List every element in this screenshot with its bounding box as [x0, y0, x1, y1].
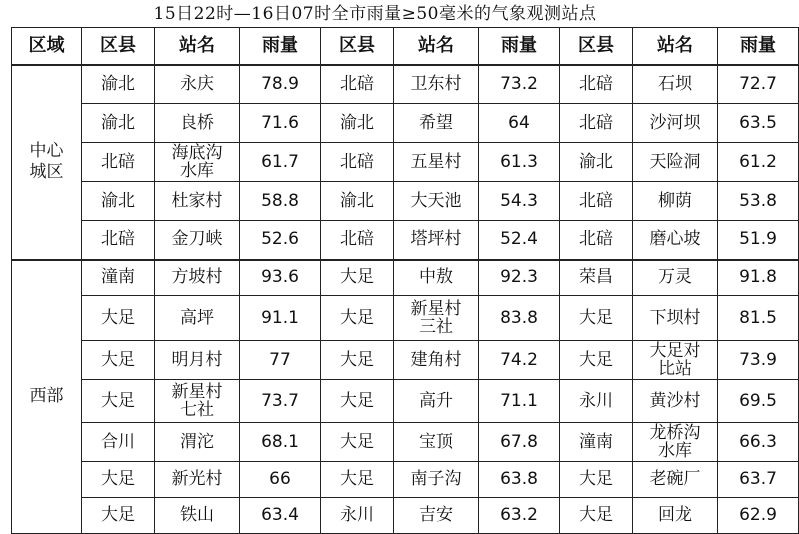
- station-text: 万灵: [658, 267, 692, 288]
- station-text: 杜家村: [171, 190, 223, 211]
- rainfall-cell: [479, 221, 560, 260]
- rainfall-text: 71.6: [261, 112, 299, 133]
- county-text: 大足: [340, 469, 374, 489]
- county-cell: [560, 182, 633, 221]
- station-cell: [155, 341, 240, 380]
- station-cell: [155, 182, 240, 221]
- station-text: 五星村: [410, 151, 462, 172]
- rainfall-cell: [718, 104, 799, 143]
- station-cell: [633, 296, 718, 341]
- rainfall-cell: [718, 498, 799, 534]
- rainfall-cell: [240, 341, 321, 380]
- rainfall-cell: [718, 296, 799, 341]
- station-text: 新星村七社: [171, 381, 223, 420]
- county-text: 北碚: [101, 229, 135, 250]
- station-text: 良桥: [180, 112, 214, 133]
- table-row: [12, 341, 799, 380]
- county-text: 北碚: [579, 229, 613, 250]
- county-text: 大足: [340, 390, 374, 411]
- station-text: 铁山: [180, 505, 214, 525]
- region-label: 中心城区: [29, 141, 64, 182]
- station-cell: [394, 221, 479, 260]
- rainfall-cell: [240, 143, 321, 182]
- header-rainfall: 雨量: [479, 28, 560, 65]
- county-cell: [321, 65, 394, 104]
- county-text: 渝北: [101, 190, 135, 211]
- rainfall-text: 71.1: [500, 390, 538, 411]
- county-text: 大足: [340, 307, 374, 328]
- rainfall-text: 73.7: [261, 390, 299, 411]
- region-cell: [12, 65, 82, 260]
- county-text: 渝北: [340, 112, 374, 133]
- rainfall-cell: [479, 104, 560, 143]
- station-cell: [633, 65, 718, 104]
- county-cell: [82, 143, 155, 182]
- rainfall-text: 73.9: [739, 349, 777, 370]
- station-text: 吉安: [419, 505, 453, 525]
- rainfall-cell: [479, 260, 560, 296]
- header-station: 站名: [394, 28, 479, 65]
- county-cell: [82, 65, 155, 104]
- county-cell: [321, 380, 394, 423]
- station-text: 高升: [419, 390, 453, 411]
- rainfall-text: 77: [269, 349, 291, 370]
- county-text: 大足: [579, 349, 613, 370]
- rainfall-text: 52.4: [500, 229, 538, 250]
- station-cell: [394, 380, 479, 423]
- county-text: 北碚: [340, 73, 374, 94]
- county-cell: [321, 462, 394, 498]
- station-text: 磨心坡: [649, 229, 701, 250]
- station-cell: [633, 221, 718, 260]
- rainfall-text: 83.8: [500, 307, 538, 328]
- rainfall-cell: [479, 341, 560, 380]
- rainfall-cell: [240, 65, 321, 104]
- station-text: 柳荫: [658, 190, 692, 211]
- county-cell: [560, 260, 633, 296]
- station-cell: [394, 462, 479, 498]
- rainfall-cell: [718, 260, 799, 296]
- rainfall-cell: [479, 182, 560, 221]
- county-cell: [321, 423, 394, 462]
- county-text: 北碚: [340, 229, 374, 250]
- table-row: [12, 143, 799, 182]
- county-text: 大足: [579, 307, 613, 328]
- county-cell: [321, 498, 394, 534]
- rainfall-text: 66: [269, 469, 291, 489]
- station-cell: [155, 221, 240, 260]
- station-cell: [394, 182, 479, 221]
- rainfall-text: 72.7: [739, 73, 777, 94]
- station-text: 渭沱: [180, 431, 214, 452]
- county-text: 北碚: [579, 190, 613, 211]
- station-cell: [155, 423, 240, 462]
- rainfall-stations-table: [11, 27, 799, 534]
- county-text: 大足: [101, 469, 135, 489]
- station-cell: [633, 182, 718, 221]
- station-text: 南子沟: [410, 469, 462, 489]
- rainfall-text: 63.5: [739, 112, 777, 133]
- table-row: [12, 182, 799, 221]
- station-text: 新星村三社: [410, 298, 462, 337]
- county-cell: [321, 260, 394, 296]
- county-text: 大足: [340, 267, 374, 288]
- station-cell: [633, 104, 718, 143]
- rainfall-cell: [240, 221, 321, 260]
- rainfall-cell: [240, 462, 321, 498]
- rainfall-text: 68.1: [261, 431, 299, 452]
- county-text: 大足: [101, 349, 135, 370]
- station-cell: [394, 296, 479, 341]
- table-row: [12, 380, 799, 423]
- station-text: 高坪: [180, 307, 214, 328]
- station-text: 金刀峡: [171, 229, 223, 250]
- rainfall-cell: [479, 143, 560, 182]
- station-cell: [155, 462, 240, 498]
- county-text: 北碚: [579, 112, 613, 133]
- rainfall-text: 52.6: [261, 229, 299, 250]
- rainfall-text: 91.8: [739, 267, 777, 288]
- rainfall-cell: [240, 296, 321, 341]
- county-text: 合川: [101, 431, 135, 452]
- station-text: 方坡村: [171, 267, 223, 288]
- rainfall-cell: [240, 182, 321, 221]
- region-cell: [12, 260, 82, 534]
- county-text: 潼南: [101, 267, 135, 288]
- header-county: 区县: [321, 28, 394, 65]
- station-cell: [394, 143, 479, 182]
- rainfall-text: 67.8: [500, 431, 538, 452]
- station-text: 卫东村: [410, 73, 462, 94]
- rainfall-text: 93.6: [261, 267, 299, 288]
- rainfall-text: 53.8: [739, 190, 777, 211]
- county-cell: [82, 182, 155, 221]
- county-text: 大足: [340, 349, 374, 370]
- station-text: 新光村: [171, 469, 223, 489]
- county-cell: [321, 104, 394, 143]
- header-rainfall: 雨量: [718, 28, 799, 65]
- rainfall-text: 63.2: [500, 505, 538, 525]
- table-row: [12, 65, 799, 104]
- station-text: 老碗厂: [649, 469, 701, 489]
- county-cell: [82, 498, 155, 534]
- rainfall-cell: [479, 296, 560, 341]
- station-text: 中敖: [419, 267, 453, 288]
- county-text: 大足: [340, 431, 374, 452]
- station-cell: [633, 462, 718, 498]
- station-text: 黄沙村: [649, 390, 701, 411]
- rainfall-text: 61.2: [739, 151, 777, 172]
- rainfall-text: 63.7: [739, 469, 777, 489]
- station-cell: [394, 65, 479, 104]
- county-cell: [82, 462, 155, 498]
- rainfall-cell: [479, 380, 560, 423]
- rainfall-text: 69.5: [739, 390, 777, 411]
- station-cell: [155, 380, 240, 423]
- rainfall-text: 81.5: [739, 307, 777, 328]
- county-cell: [560, 221, 633, 260]
- station-text: 塔坪村: [410, 229, 462, 250]
- county-text: 大足: [579, 505, 613, 525]
- county-cell: [560, 498, 633, 534]
- header-county: 区县: [82, 28, 155, 65]
- station-text: 建角村: [410, 349, 462, 370]
- rainfall-text: 63.4: [261, 505, 299, 525]
- station-cell: [394, 341, 479, 380]
- station-text: 大天池: [410, 190, 462, 211]
- rainfall-text: 66.3: [739, 431, 777, 452]
- region-label: 西部: [29, 386, 64, 407]
- table-row: [12, 296, 799, 341]
- station-text: 龙桥沟水库: [649, 422, 701, 461]
- county-cell: [321, 341, 394, 380]
- rainfall-cell: [718, 423, 799, 462]
- rainfall-cell: [718, 462, 799, 498]
- rainfall-cell: [718, 221, 799, 260]
- rainfall-text: 64: [508, 112, 530, 133]
- table-row: [12, 260, 799, 296]
- county-cell: [82, 296, 155, 341]
- station-cell: [155, 65, 240, 104]
- county-cell: [82, 260, 155, 296]
- rainfall-cell: [718, 65, 799, 104]
- county-cell: [560, 380, 633, 423]
- county-text: 渝北: [101, 112, 135, 133]
- rainfall-text: 54.3: [500, 190, 538, 211]
- header-station: 站名: [633, 28, 718, 65]
- table-row: [12, 104, 799, 143]
- county-text: 永川: [579, 390, 613, 411]
- county-cell: [82, 341, 155, 380]
- station-cell: [155, 104, 240, 143]
- rainfall-text: 58.8: [261, 190, 299, 211]
- rainfall-cell: [240, 104, 321, 143]
- county-cell: [560, 65, 633, 104]
- county-cell: [560, 462, 633, 498]
- header-row: [12, 28, 799, 65]
- station-cell: [394, 423, 479, 462]
- station-cell: [155, 260, 240, 296]
- county-cell: [82, 380, 155, 423]
- county-cell: [321, 143, 394, 182]
- county-cell: [560, 104, 633, 143]
- rainfall-text: 51.9: [739, 229, 777, 250]
- station-cell: [633, 380, 718, 423]
- table-row: [12, 221, 799, 260]
- rainfall-cell: [479, 423, 560, 462]
- rainfall-text: 61.7: [261, 151, 299, 172]
- rainfall-text: 78.9: [261, 73, 299, 94]
- county-text: 北碚: [579, 73, 613, 94]
- rainfall-cell: [718, 143, 799, 182]
- station-cell: [394, 260, 479, 296]
- county-text: 渝北: [340, 190, 374, 211]
- station-cell: [633, 341, 718, 380]
- rainfall-cell: [240, 498, 321, 534]
- station-text: 沙河坝: [649, 112, 701, 133]
- rainfall-cell: [479, 65, 560, 104]
- rainfall-text: 74.2: [500, 349, 538, 370]
- county-text: 渝北: [579, 151, 613, 172]
- county-text: 北碚: [340, 151, 374, 172]
- rainfall-cell: [479, 498, 560, 534]
- county-cell: [82, 104, 155, 143]
- station-text: 宝顶: [419, 431, 453, 452]
- table-title: 15日22时—16日07时全市雨量≥50毫米的气象观测站点: [153, 4, 597, 24]
- rainfall-cell: [240, 423, 321, 462]
- rainfall-cell: [718, 182, 799, 221]
- county-cell: [560, 296, 633, 341]
- rainfall-text: 63.8: [500, 469, 538, 489]
- county-cell: [321, 182, 394, 221]
- header-county: 区县: [560, 28, 633, 65]
- station-cell: [155, 296, 240, 341]
- header-rainfall: 雨量: [240, 28, 321, 65]
- table-row: [12, 498, 799, 534]
- station-text: 回龙: [658, 505, 692, 525]
- station-text: 明月村: [171, 349, 223, 370]
- station-text: 下坝村: [649, 307, 701, 328]
- rainfall-cell: [240, 380, 321, 423]
- station-cell: [394, 498, 479, 534]
- rainfall-cell: [718, 380, 799, 423]
- rainfall-text: 62.9: [739, 505, 777, 525]
- station-text: 永庆: [180, 73, 214, 94]
- county-cell: [321, 221, 394, 260]
- county-text: 大足: [101, 505, 135, 525]
- county-text: 大足: [579, 469, 613, 489]
- station-cell: [633, 423, 718, 462]
- station-text: 海底沟水库: [171, 142, 223, 181]
- header-station: 站名: [155, 28, 240, 65]
- header-region: 区域: [12, 28, 82, 65]
- county-text: 大足: [101, 390, 135, 411]
- table-body: [12, 65, 799, 534]
- county-cell: [560, 143, 633, 182]
- station-cell: [394, 104, 479, 143]
- station-cell: [155, 143, 240, 182]
- county-text: 北碚: [101, 151, 135, 172]
- rainfall-text: 73.2: [500, 73, 538, 94]
- station-cell: [633, 260, 718, 296]
- station-text: 希望: [419, 112, 453, 133]
- county-cell: [560, 423, 633, 462]
- station-text: 大足对比站: [649, 340, 701, 379]
- table-row: [12, 423, 799, 462]
- county-text: 荣昌: [579, 267, 613, 288]
- rainfall-text: 91.1: [261, 307, 299, 328]
- rainfall-cell: [479, 462, 560, 498]
- county-text: 永川: [340, 505, 374, 525]
- rainfall-text: 61.3: [500, 151, 538, 172]
- station-text: 天险洞: [649, 151, 701, 172]
- station-cell: [633, 143, 718, 182]
- station-cell: [155, 498, 240, 534]
- station-text: 石坝: [658, 73, 692, 94]
- station-cell: [633, 498, 718, 534]
- rainfall-cell: [718, 341, 799, 380]
- rainfall-text: 92.3: [500, 267, 538, 288]
- county-text: 大足: [101, 307, 135, 328]
- county-text: 潼南: [579, 431, 613, 452]
- county-cell: [82, 423, 155, 462]
- table-row: [12, 462, 799, 498]
- county-cell: [82, 221, 155, 260]
- county-cell: [560, 341, 633, 380]
- county-cell: [321, 296, 394, 341]
- rainfall-cell: [240, 260, 321, 296]
- county-text: 渝北: [101, 73, 135, 94]
